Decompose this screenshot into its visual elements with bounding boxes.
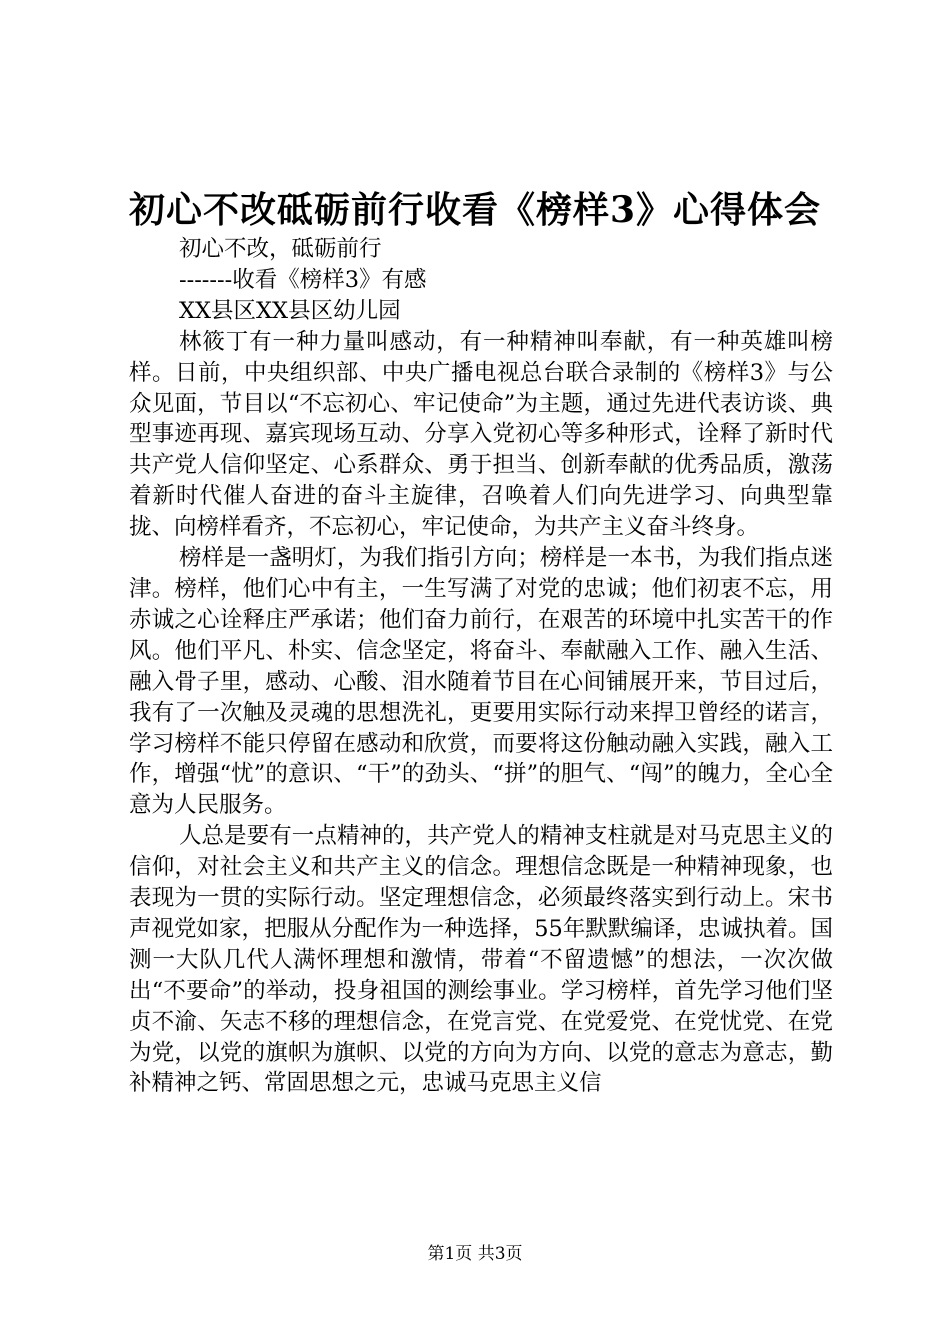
document-title: 初心不改砥砺前行收看《榜样3》心得体会	[128, 189, 822, 231]
document-body	[129, 234, 833, 1099]
body-paragraph: 榜样是一盏明灯，为我们指引方向；榜样是一本书，为我们指点迷津。榜样，他们心中有主，一生写满了对党的忠诚；他们初衷不忘，用赤诚之心诠释庄严承诺；他们奋力前行，在艰苦的环境中扎实苦干的作风。他们平凡、朴实、信念坚定，将奋斗、奉献融入工作、融入生活、融入骨子里，感动、心酸、泪水随着节目在心间铺展开来，节目过后，我有了一次触及灵魂的思想洗礼，更要用实际行动来捍卫曾经的诺言，学习榜样不能只停留在感动和欣赏，而要将这份触动融入实践，融入工作，增强“忧”的意识、“干”的劲头、“拼”的胆气、“闯”的魄力，全心全意为人民服务。	[129, 545, 833, 819]
author-line: XX县区XX县区幼儿园	[179, 297, 401, 324]
body-paragraph: 林筱丁有一种力量叫感动，有一种精神叫奉献，有一种英雄叫榜样。日前，中央组织部、中央广播电视总台联合录制的《榜样3》与公众见面，节目以“不忘初心、牢记使命”为主题，通过先进代表访谈、典型事迹再现、嘉宾现场互动、分享入党初心等多种形式，诠释了新时代共产党人信仰坚定、心系群众、勇于担当、创新奉献的优秀品质，激荡着新时代催人奋进的奋斗主旋律，召唤着人们向先进学习、向典型靠拢、向榜样看齐，不忘初心，牢记使命，为共产主义奋斗终身。	[129, 328, 833, 541]
body-paragraph: 人总是要有一点精神的，共产党人的精神支柱就是对马克思主义的信仰，对社会主义和共产主义的信念。理想信念既是一种精神现象，也表现为一贯的实际行动。坚定理想信念，必须最终落实到行动上。宋书声视党如家，把服从分配作为一种选择，55年默默编译，忠诚执着。国测一大队几代人满怀理想和激情，带着“不留遗憾”的想法，一次次做出“不要命”的举动，投身祖国的测绘事业。学习榜样，首先学习他们坚贞不渝、矢志不移的理想信念，在党言党、在党爱党、在党忧党、在党为党，以党的旗帜为旗帜、以党的方向为方向、以党的意志为意志，勤补精神之钙、常固思想之元，忠诚马克思主义信	[129, 823, 833, 1097]
subtitle-line: 初心不改，砥砺前行	[179, 236, 382, 262]
page-number-footer: 第1页 共3页	[427, 1244, 523, 1264]
subtitle-line: -------收看《榜样3》有感	[179, 266, 427, 293]
